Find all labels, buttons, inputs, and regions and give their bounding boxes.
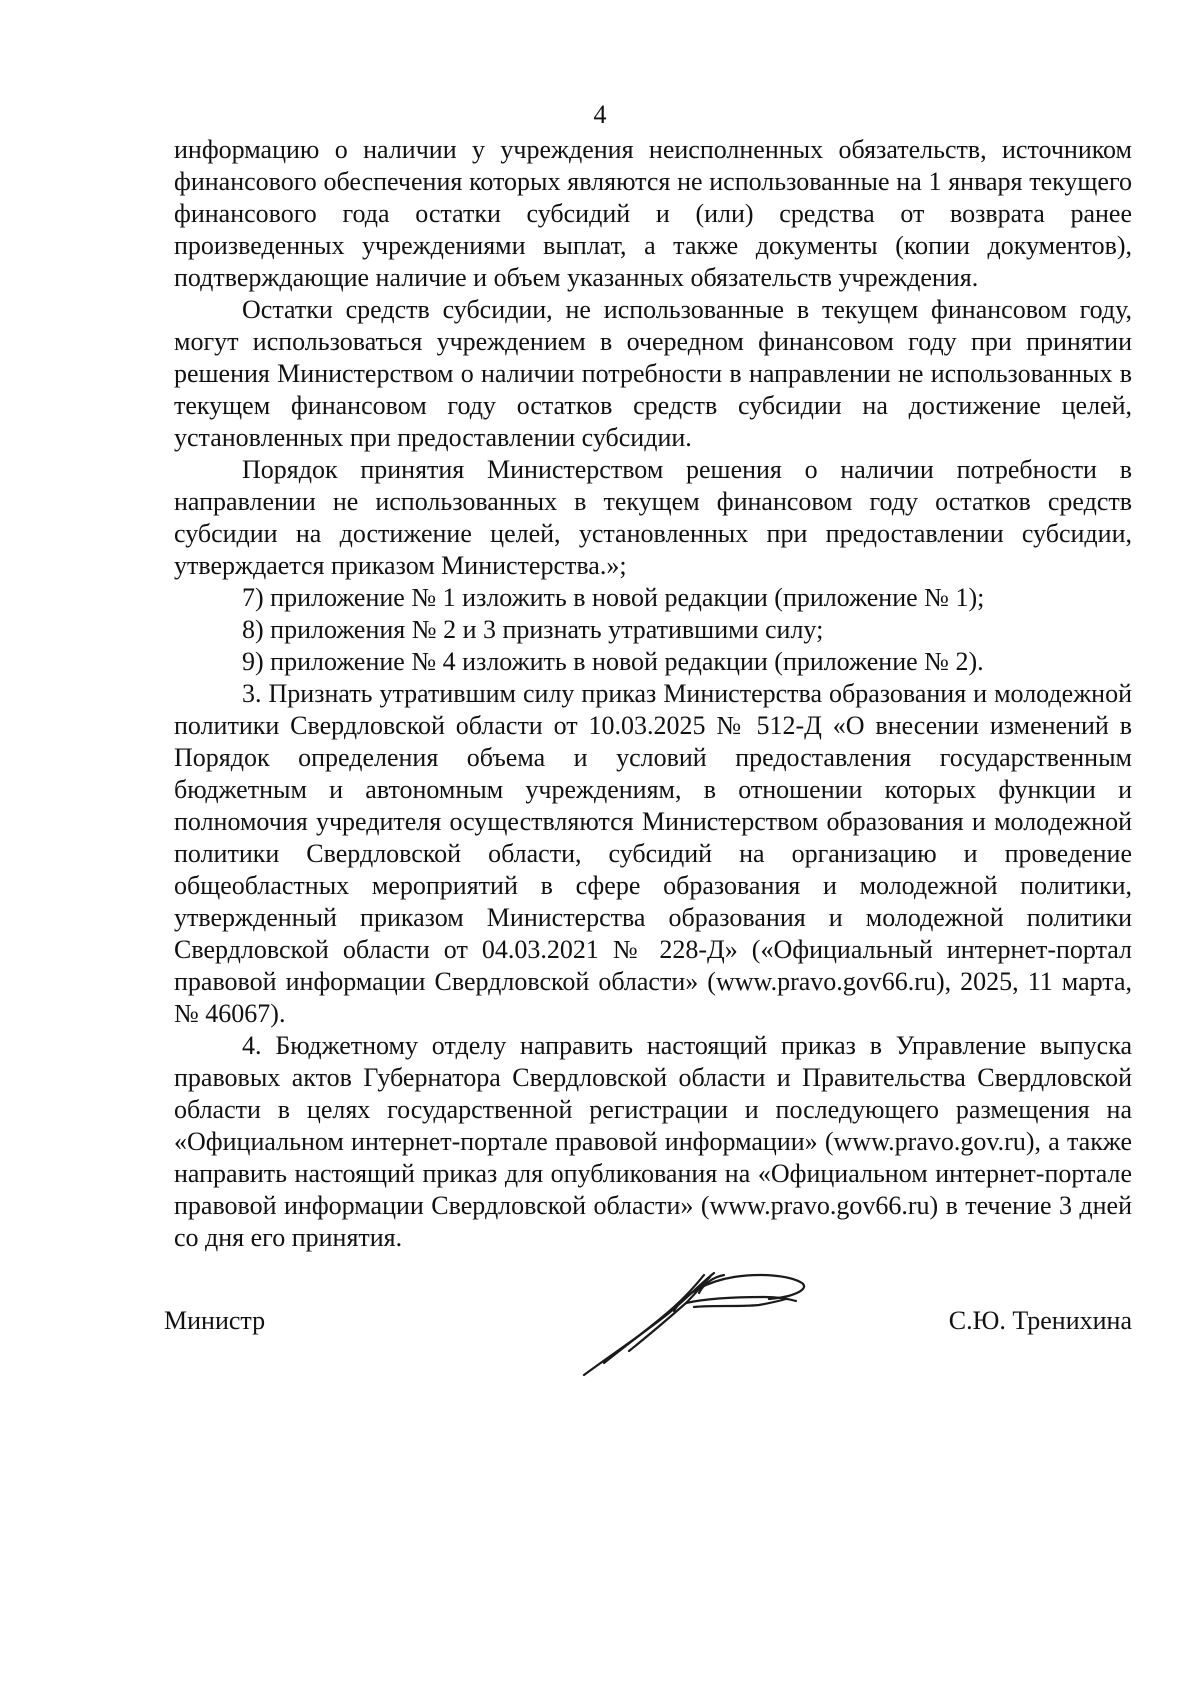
signature-block: [164, 1305, 1132, 1425]
list-item: 7) приложение № 1 изложить в новой редакции (приложение № 1);: [242, 583, 985, 612]
paragraph: Порядок принятия Министерством решения о наличии потребности в направлении не использованных в текущем финансовом году остатков средств субсидии на достижение целей, установленных при предоставлении субсидии, утверждается приказом Министерства.»;: [174, 455, 1132, 580]
signer-name: С.Ю. Тренихина: [948, 1306, 1132, 1335]
paragraph: информацию о наличии у учреждения неисполненных обязательств, источником финансового обеспечения которых являются не использованные на 1 января текущего финансового года остатки субсидий и (или) средства от возврата ранее произведенных учреждениями выплат, а также документы (копии документов), подтверждающие наличие и объем указанных обязательств учреждения.: [174, 135, 1132, 292]
paragraph-item-4: 4. Бюджетному отделу направить настоящий приказ в Управление выпуска правовых актов Губернатора Свердловской области и Правительства Свердловской области в целях государственной регистрации и последующего размещения на «Официальном интернет-портале правовой информации» (www.pravo.gov.ru), а также направить настоящий приказ для опубликования на «Официальном интернет-портале правовой информации Свердловской области» (www.pravo.gov66.ru) в течение 3 дней со дня его принятия.: [174, 1031, 1132, 1252]
list-item: 9) приложение № 4 изложить в новой редакции (приложение № 2).: [242, 647, 984, 676]
handwritten-signature-icon: [574, 1263, 814, 1383]
paragraph-item-3: 3. Признать утратившим силу приказ Министерства образования и молодежной политики Свердловской области от 10.03.2025 № 512-Д «О внесении изменений в Порядок определения объема и условий предоставления государственным бюджетным и автономным учреждениям, в отношении которых функции и полномочия учредителя осуществляются Министерством образования и молодежной политики Свердловской области, субсидий на организацию и проведение общеобластных мероприятий в сфере образования и молодежной политики, утвержденный приказом Министерства образования и молодежной политики Свердловской области от 04.03.2021 № 228-Д» («Официальный интернет-портал правовой информации Свердловской области» (www.pravo.gov66.ru), 2025, 11 марта, № 46067).: [174, 679, 1132, 1028]
page-number: 4: [593, 100, 607, 129]
list-item: 8) приложения № 2 и 3 признать утратившими силу;: [242, 615, 824, 644]
signer-position: Министр: [164, 1306, 266, 1335]
paragraph: Остатки средств субсидии, не использованные в текущем финансовом году, могут использоваться учреждением в очередном финансовом году при принятии решения Министерством о наличии потребности в направлении не использованных в текущем финансовом году остатков средств субсидии на достижение целей, установленных при предоставлении субсидии.: [174, 295, 1132, 452]
document-body: [174, 134, 1132, 1254]
